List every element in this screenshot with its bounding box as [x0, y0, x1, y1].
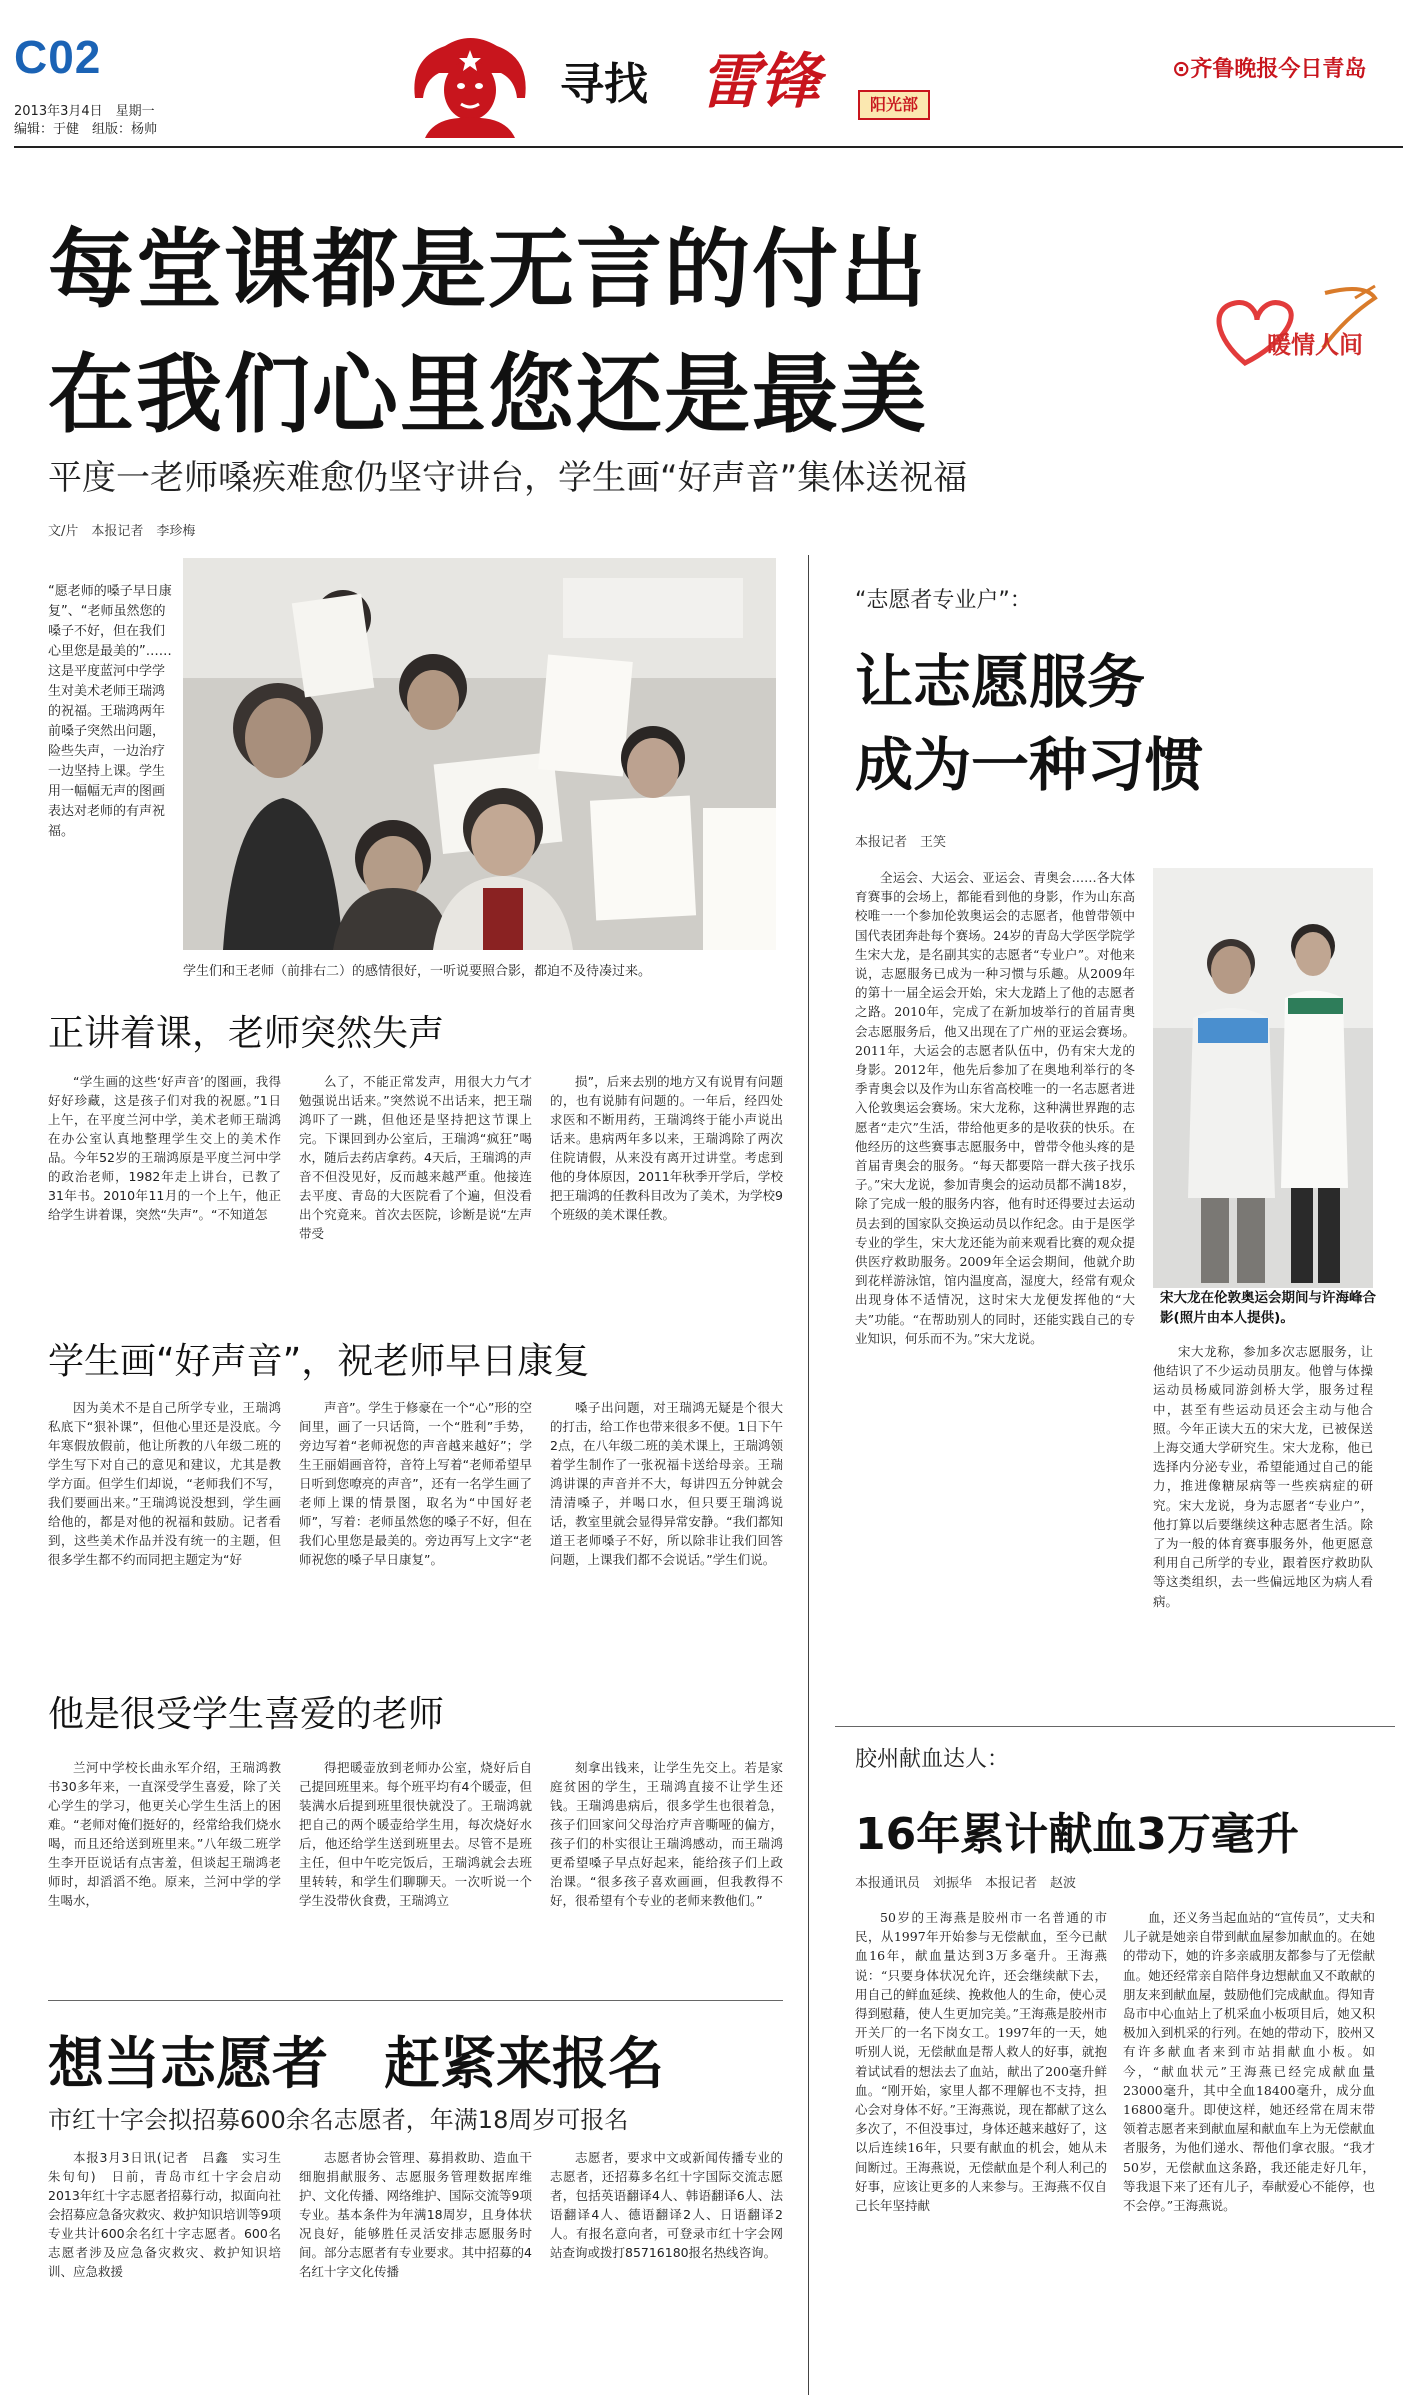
section-2-col-3: 嗓子出问题，对王瑞鸿无疑是个很大的打击，给工作也带来很多不便。1日下午2点，在八年级二班的美术课上，王瑞鸿领着学生制作了一张祝福卡送给母亲。王瑞鸿讲课的声音并不大，每讲四五分钟就会清清嗓子，并喝口水，但只要王瑞鸿说话，教室里就会显得异常安静。“我们都知道王老师嗓子不好，所以除非让我们回答问题，上课我们都不会说话。”学生们说。 — [550, 1400, 783, 1567]
section-heading-3: 他是很受学生喜爱的老师 — [48, 1694, 445, 1735]
photo-caption: 学生们和王老师（前排右二）的感情很好，一听说要照合影，都迫不及待凑过来。 — [183, 964, 652, 979]
section-heading-1: 正讲着课，老师突然失声 — [48, 1013, 445, 1054]
right-section-separator — [835, 1726, 1395, 1727]
volunteer-headline-line-2: 成为一种习惯 — [855, 731, 1204, 799]
leifeng-portrait-icon — [405, 28, 535, 138]
students-teacher-photo — [183, 558, 776, 950]
headline-subtitle: 平度一老师嗓疾难愈仍坚守讲台，学生画“好声音”集体送祝福 — [48, 458, 968, 498]
headline-line-2: 在我们心里您还是最美 — [48, 345, 928, 445]
headline-line-1: 每堂课都是无言的付出 — [48, 220, 928, 320]
section-3-col-3: 刻拿出钱来，让学生先交上。若是家庭贫困的学生，王瑞鸿直接不让学生还钱。王瑞鸿患病后，很多学生也很着急，孩子们回家问父母治疗声音嘶哑的偏方，孩子们的朴实很让王瑞鸿感动，而王瑞鸿更希望嗓子早点好起来，能给孩子们上政治课。“很多孩子喜欢画画，但我教得不好，很希望有个专业的老师来教他们。” — [550, 1760, 783, 1908]
volunteer-headline-line-1: 让志愿服务 — [855, 648, 1146, 716]
recruit-subtitle: 市红十字会拟招募600余名志愿者，年满18周岁可报名 — [48, 2106, 629, 2134]
blood-col-1: 50岁的王海燕是胶州市一名普通的市民，从1997年开始参与无偿献血，至今已献血16年，献血量达到3万多毫升。王海燕说：“只要身体状况允许，还会继续献下去，用自己的鲜血延续、挽救他人的生命，使心灵得到慰藉，使人生更加完美。”王海燕是胶州市开关厂的一名下岗女工。1997年的一天，她听别人说，无偿献血是帮人救人的好事，就抱着试试看的想法去了血站，献出了200毫升鲜血。“刚开始，家里人都不理解也不支持，担心会对身体不好。”王海燕说，现在都献了这么多次了，不但没事过，身体还越来越好了，这以后连续16年，只要有献血的机会，她从未间断过。王海燕说，无偿献血是个利人利己的好事，应该让更多的人来参与。王海燕不仅自己长年坚持献 — [855, 1910, 1107, 2214]
section-separator — [48, 2000, 783, 2001]
section-3-col-2: 得把暖壶放到老师办公室，烧好后自己提回班里来。每个班平均有4个暖壶，但装满水后提到班里很快就没了。王瑞鸿就把自己的两个暖壶给学生用，每次烧好水后，他还给学生送到班里去。尽管不是班主任，但中午吃完饭后，王瑞鸿就会去班里转转，和学生们聊聊天。一次听说一个学生没带伙食费，王瑞鸿立 — [299, 1760, 532, 1908]
section-body-1 — [48, 1072, 783, 1310]
blood-byline: 本报通讯员 刘振华 本报记者 赵波 — [855, 1876, 1077, 1891]
section-1-col-1: “学生画的这些‘好声音’的图画，我得好好珍藏，这是孩子们对我的祝愿。”1日上午，在平度兰河中学，美术老师王瑞鸿在办公室认真地整理学生交上的美术作品。今年52岁的王瑞鸿原是平度兰河中学的政治老师，1982年走上讲台，已教了31年书。2010年11月的一个上午，他正给学生讲着课，突然“失声”。“不知道怎 — [48, 1074, 281, 1222]
recruit-col-1: 本报3月3日讯(记者 吕鑫 实习生 朱旬旬) 日前，青岛市红十字会启动2013年红十字志愿者招募行动，拟面向社会招募应急备灾救灾、救护知识培训等9项专业共计600余名红十字志愿者。600名志愿者涉及应急备灾救灾、救护知识培训、应急救援 — [48, 2150, 294, 2279]
editor-line: 编辑：于健 组版：杨帅 — [14, 122, 158, 137]
intro-text: “愿老师的嗓子早日康复”、“老师虽然您的嗓子不好，但在我们心里您是最美的”……这是平度蓝河中学学生对美术老师王瑞鸿的祝福。王瑞鸿两年前嗓子突然出问题，险些失声，一边治疗一边坚持上课。学生用一幅幅无声的图画表达对老师的有声祝福。 — [48, 584, 172, 839]
section-find-label: 寻找 — [560, 59, 648, 110]
recruit-headline: 想当志愿者 赶紧来报名 — [48, 2032, 664, 2097]
volunteer-photo-caption: 宋大龙在伦敦奥运会期间与许海峰合影(照片由本人提供)。 — [1160, 1290, 1376, 1326]
section-body-3 — [48, 1758, 783, 1978]
section-1-col-3: 损”，后来去别的地方又有说胃有问题的，也有说肺有问题的。一年后，经四处求医和不断用药，王瑞鸿终于能小声说出话来。患病两年多以来，王瑞鸿除了两次住院请假，从来没有离开过讲堂。考虑到他的身体原因，2011年秋季开学后，学校把王瑞鸿的任教科目改为了美术，为学校9个班级的美术课任教。 — [550, 1074, 783, 1222]
page-code: C02 — [14, 31, 102, 83]
volunteer-photo — [1153, 868, 1373, 1288]
volunteer-body-col-1: 全运会、大运会、亚运会、青奥会……各大体育赛事的会场上，都能看到他的身影，作为山东高校唯一一个参加伦敦奥运会的志愿者，他曾带领中国代表团奔赴每个赛场。24岁的青岛大学医学院学生宋大龙，是名副其实的志愿者“专业户”。对他来说，志愿服务已成为一种习惯与乐趣。从2009年的第十一届全运会开始，宋大龙踏上了他的志愿者之路。2010年，完成了在新加坡举行的首届青奥会志愿服务后，他又出现在了广州的亚运会赛场。2011年，大运会的志愿者队伍中，仍有宋大龙的身影。2012年，他先后参加了在奥地利举行的冬季青奥会以及作为山东省高校唯一的一名志愿者进入伦敦奥运会赛场。宋大龙称，这种满世界跑的志愿者“走穴”生活，带给他更多的是收获的快乐。在他经历的这些赛事志愿服务中，曾带令他头疼的是首届青奥会的服务。“每天都要陪一群大孩子找乐子。”宋大龙说，参加青奥会的运动员都不满18岁，除了完成一般的服务内容，他有时还得要过去运动员去到的国家队交换运动员以作纪念。由于是医学专业的学生，宋大龙还能为前来观看比赛的观众提供医疗救助服务。2009年全运会期间，他就介助到花样游泳馆，馆内温度高，湿度大，经常有观众出现身体不适情况，这时宋大龙便发挥他的“大夫”功能。“在帮助别人的同时，还能实践自己的专业知识，何乐而不为。”宋大龙说。 — [855, 870, 1135, 1346]
warm-icon-text: 暖情人间 — [1267, 331, 1363, 359]
volunteer-byline: 本报记者 王笑 — [855, 835, 947, 850]
date-line: 2013年3月4日 星期一 — [14, 104, 155, 119]
section-body-2 — [48, 1398, 783, 1666]
warm-heart-icon — [1205, 278, 1385, 378]
blood-col-2: 血，还义务当起血站的“宣传员”，丈夫和儿子就是她亲自带到献血屋参加献血的。在她的带动下，她的许多亲戚朋友都参与了无偿献血。她还经常亲自陪伴身边想献血又不敢献的朋友来到献血屋，鼓励他们完成献血。得知青岛市中心血站上了机采血小板项目后，她又积极加入到机采的行列。在她的带动下，胶州又有许多献血者来到市站捐献血小板。如今，“献血状元”王海燕已经完成献血量23000毫升，其中全血18400毫升，成分血16800毫升。即使这样，她还经常在周末带领着志愿者来到献血屋和献血车上为无偿献血者服务，为他们递水、帮他们拿衣服。“我才50岁，无偿献血这条路，我还能走好几年，等我退下来了还有儿子，奉献爱心不能停，也不会停。”王海燕说。 — [1123, 1910, 1375, 2214]
header-rule — [14, 146, 1403, 148]
paper-name: ⊙齐鲁晚报今日青岛 — [1172, 57, 1367, 82]
blood-body — [855, 1908, 1375, 2393]
section-name-label: 雷锋 — [700, 47, 820, 117]
byline: 文/片 本报记者 李珍梅 — [48, 524, 196, 539]
column-divider — [808, 555, 809, 2395]
section-heading-2: 学生画“好声音”，祝老师早日康复 — [48, 1341, 590, 1382]
blood-headline: 16年累计献血3万毫升 — [855, 1809, 1299, 1860]
section-badge: 阳光部 — [858, 90, 930, 120]
recruit-col-2: 志愿者协会管理、募捐救助、造血干细胞捐献服务、志愿服务管理数据库维护、文化传播、网络维护、国际交流等9项专业。基本条件为年满18周岁，且身体状况良好，能够胜任灵活安排志愿服务时间。部分志愿者有专业要求。其中招募的4名红十字文化传播 — [299, 2150, 532, 2279]
blood-kicker: 胶州献血达人： — [855, 1747, 1010, 1772]
volunteer-kicker: “志愿者专业户”： — [855, 588, 1032, 613]
recruit-body — [48, 2148, 783, 2388]
volunteer-body-col-2: 宋大龙称，参加多次志愿服务，让他结识了不少运动员朋友。他曾与体操运动员杨威同游剑桥大学，服务过程中，甚至有些运动员还会主动与他合照。今年正读大五的宋大龙，已被保送上海交通大学研究生。宋大龙称，他已选择内分泌专业，希望能通过自己的能力，推进像糖尿病等一些疾病症的研究。宋大龙说，身为志愿者“专业户”，他打算以后要继续这种志愿者生活。除了为一般的体育赛事服务外，他更愿意利用自己所学的专业，跟着医疗救助队等这类组织，去一些偏远地区为病人看病。 — [1153, 1344, 1373, 1609]
section-3-col-1: 兰河中学校长曲永军介绍，王瑞鸿教书30多年来，一直深受学生喜爱，除了关心学生的学习，他更关心学生生活上的困难。“老师对俺们挺好的，经常给我们烧水喝，而且还给送到班里来。”八年级二班学生李开臣说话有点害羞，但谈起王瑞鸿老师时，却滔滔不绝。原来，兰河中学的学生喝水， — [48, 1760, 281, 1908]
section-2-col-2: 声音”。学生于修豪在一个“心”形的空间里，画了一只话筒，一个“胜利”手势，旁边写着“老师祝您的声音越来越好”；学生王丽娟画音符，音符上写着“老师希望早日听到您嘹亮的声音”，还有一名学生画了老师上课的情景图，取名为“中国好老师”，写着：老师虽然您的嗓子不好，但在我们心里您是最美的。旁边再写上文字“老师祝您的嗓子早日康复”。 — [299, 1400, 532, 1567]
section-2-col-1: 因为美术不是自己所学专业，王瑞鸿私底下“狠补课”，但他心里还是没底。今年寒假放假前，他让所教的八年级二班的学生写下对自己的意见和建议，尤其是教学方面。但学生们却说，“老师我们不写，我们要画出来。”王瑞鸿说没想到，学生画给他的，都是对他的祝福和鼓励。记者看到，这些美术作品并没有统一的主题，但很多学生都不约而同把主题定为“好 — [48, 1400, 281, 1567]
recruit-col-3: 志愿者，要求中文或新闻传播专业的志愿者，还招募多名红十字国际交流志愿者，包括英语翻译4人、韩语翻译6人、法语翻译4人、德语翻译2人、日语翻译2人。有报名意向者，可登录市红十字会网站查询或拨打85716180报名热线咨询。 — [550, 2150, 783, 2260]
section-1-col-2: 么了，不能正常发声，用很大力气才勉强说出话来。”突然说不出话来，把王瑞鸿吓了一跳，但他还是坚持把这节课上完。下课回到办公室后，王瑞鸿“疯狂”喝水，随后去药店拿药。4天后，王瑞鸿的声音不但没见好，反而越来越严重。他接连去平度、青岛的大医院看了个遍，但没看出个究竟来。首次去医院，诊断是说“左声带受 — [299, 1074, 532, 1241]
